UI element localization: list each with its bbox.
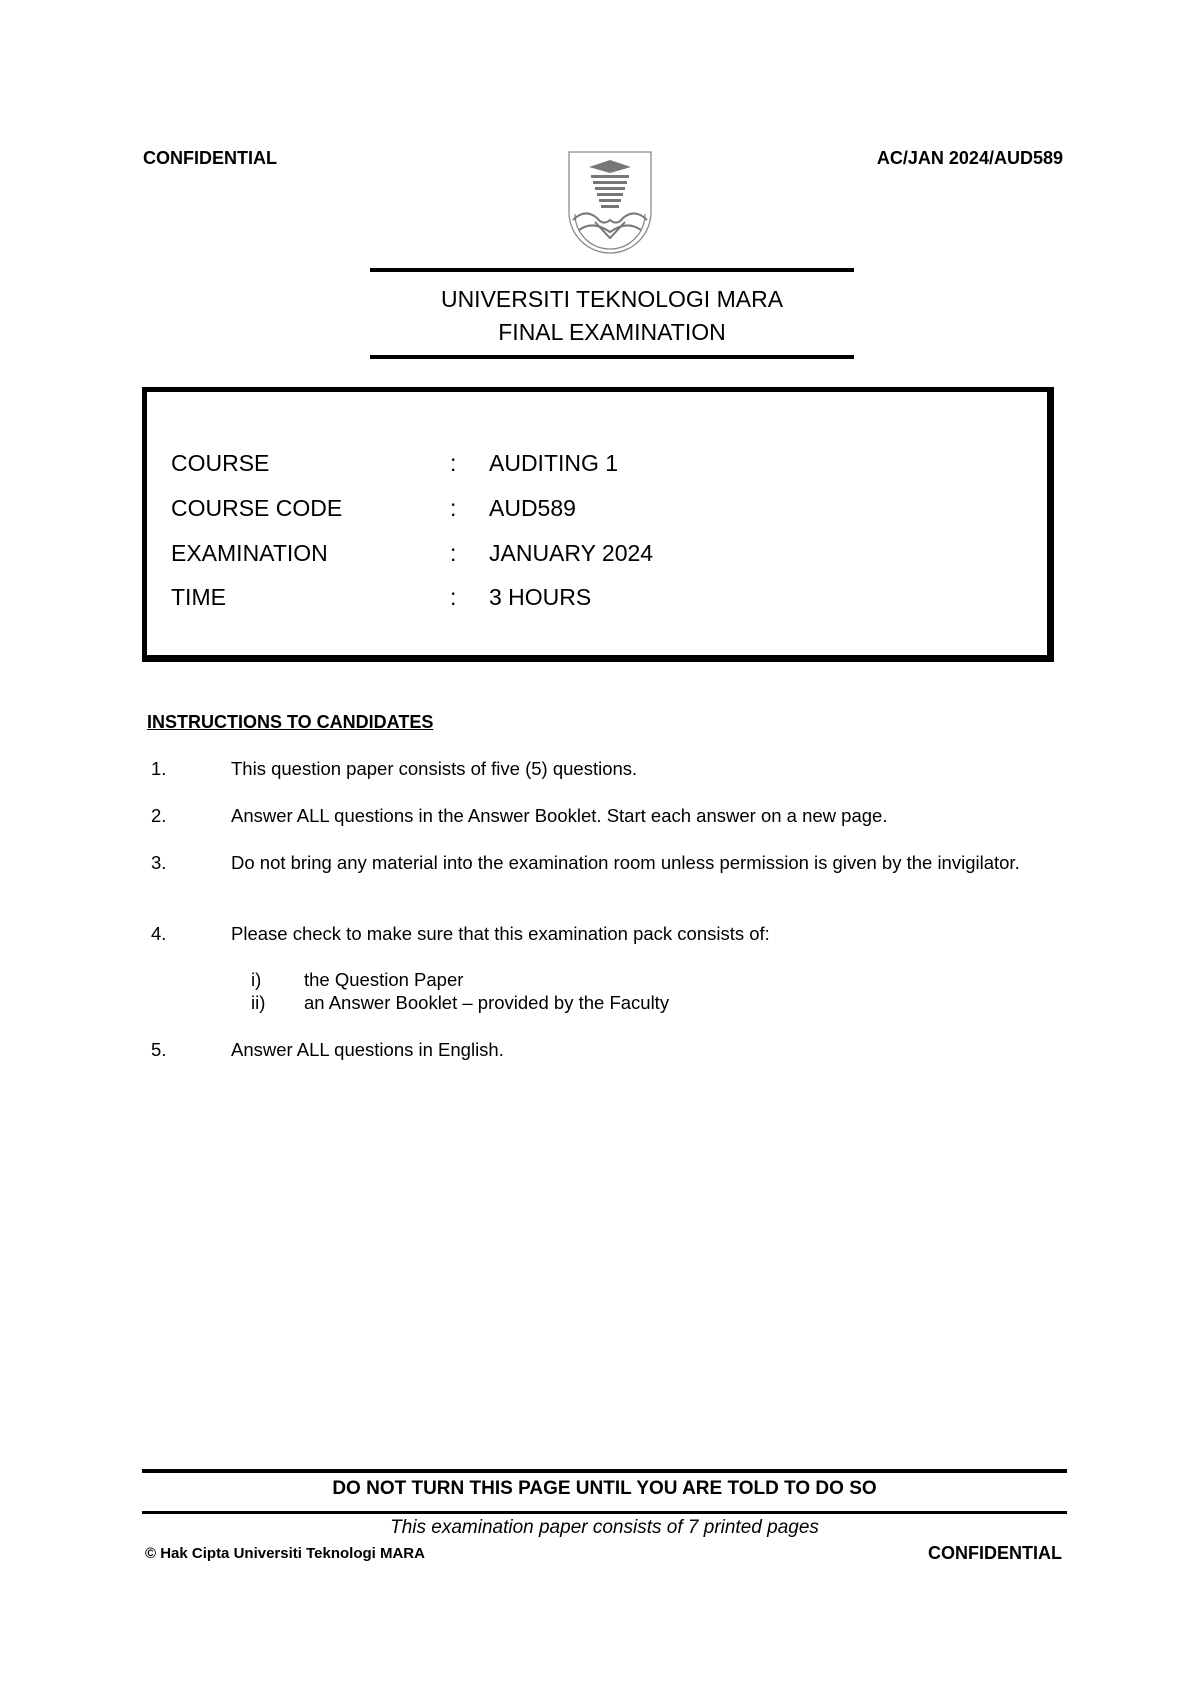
instruction-subitem (0, 991, 1200, 1015)
instruction-text: Answer ALL questions in the Answer Booklet. Start each answer on a new page. (231, 805, 888, 826)
subitem-number: i) (251, 969, 262, 990)
header-confidential: CONFIDENTIAL (143, 148, 277, 168)
info-label: EXAMINATION (171, 540, 328, 566)
footer-top-rule (142, 1469, 1067, 1473)
instruction-text: Do not bring any material into the examination room unless permission is given by the invigilator. (231, 852, 1020, 873)
university-name: UNIVERSITI TEKNOLOGI MARA (440, 286, 784, 312)
header-paper-code: AC/JAN 2024/AUD589 (876, 148, 1063, 168)
instructions-heading: INSTRUCTIONS TO CANDIDATES (147, 712, 434, 732)
info-colon: : (450, 584, 457, 610)
info-value: 3 HOURS (489, 584, 592, 610)
footer-page-count: This examination paper consists of 7 printed pages (390, 1517, 819, 1538)
instruction-number: 2. (151, 805, 167, 826)
info-colon: : (450, 450, 457, 476)
footer-confidential: CONFIDENTIAL (928, 1543, 1062, 1563)
info-label: COURSE CODE (171, 495, 343, 521)
instruction-text: This question paper consists of five (5) questions. (231, 758, 638, 779)
info-row-examination (171, 538, 1031, 568)
subitem-number: ii) (251, 992, 266, 1013)
info-row-course (171, 448, 1031, 478)
course-info-box (142, 387, 1054, 662)
info-label: TIME (171, 584, 226, 610)
footer-copyright: © Hak Cipta Universiti Teknologi MARA (145, 1545, 425, 1562)
instruction-item (0, 922, 1200, 948)
title-bottom-rule (370, 355, 854, 359)
info-row-time (171, 582, 1031, 612)
footer-warning: DO NOT TURN THIS PAGE UNTIL YOU ARE TOLD TO DO SO (332, 1478, 877, 1499)
uitm-crest-icon (565, 150, 655, 260)
info-label: COURSE (171, 450, 270, 476)
info-value: AUD589 (489, 495, 576, 521)
info-colon: : (450, 495, 457, 521)
instruction-text: Answer ALL questions in English. (231, 1039, 504, 1060)
exam-title: FINAL EXAMINATION (498, 319, 726, 345)
subitem-text: an Answer Booklet – provided by the Faculty (304, 992, 670, 1013)
instruction-item (0, 851, 1200, 901)
instruction-number: 3. (151, 852, 167, 873)
info-value: JANUARY 2024 (489, 540, 654, 566)
subitem-text: the Question Paper (304, 969, 464, 990)
instruction-item (0, 757, 1200, 783)
instruction-number: 5. (151, 1039, 167, 1060)
footer-bottom-rule (142, 1511, 1067, 1514)
info-colon: : (450, 540, 457, 566)
info-value: AUDITING 1 (489, 450, 619, 476)
instruction-number: 4. (151, 923, 167, 944)
instruction-item (0, 1038, 1200, 1064)
title-top-rule (370, 268, 854, 272)
instruction-number: 1. (151, 758, 167, 779)
instruction-item (0, 804, 1200, 830)
instruction-subitem (0, 968, 1200, 992)
instruction-text: Please check to make sure that this examination pack consists of: (231, 923, 770, 944)
info-row-course-code (171, 493, 1031, 523)
